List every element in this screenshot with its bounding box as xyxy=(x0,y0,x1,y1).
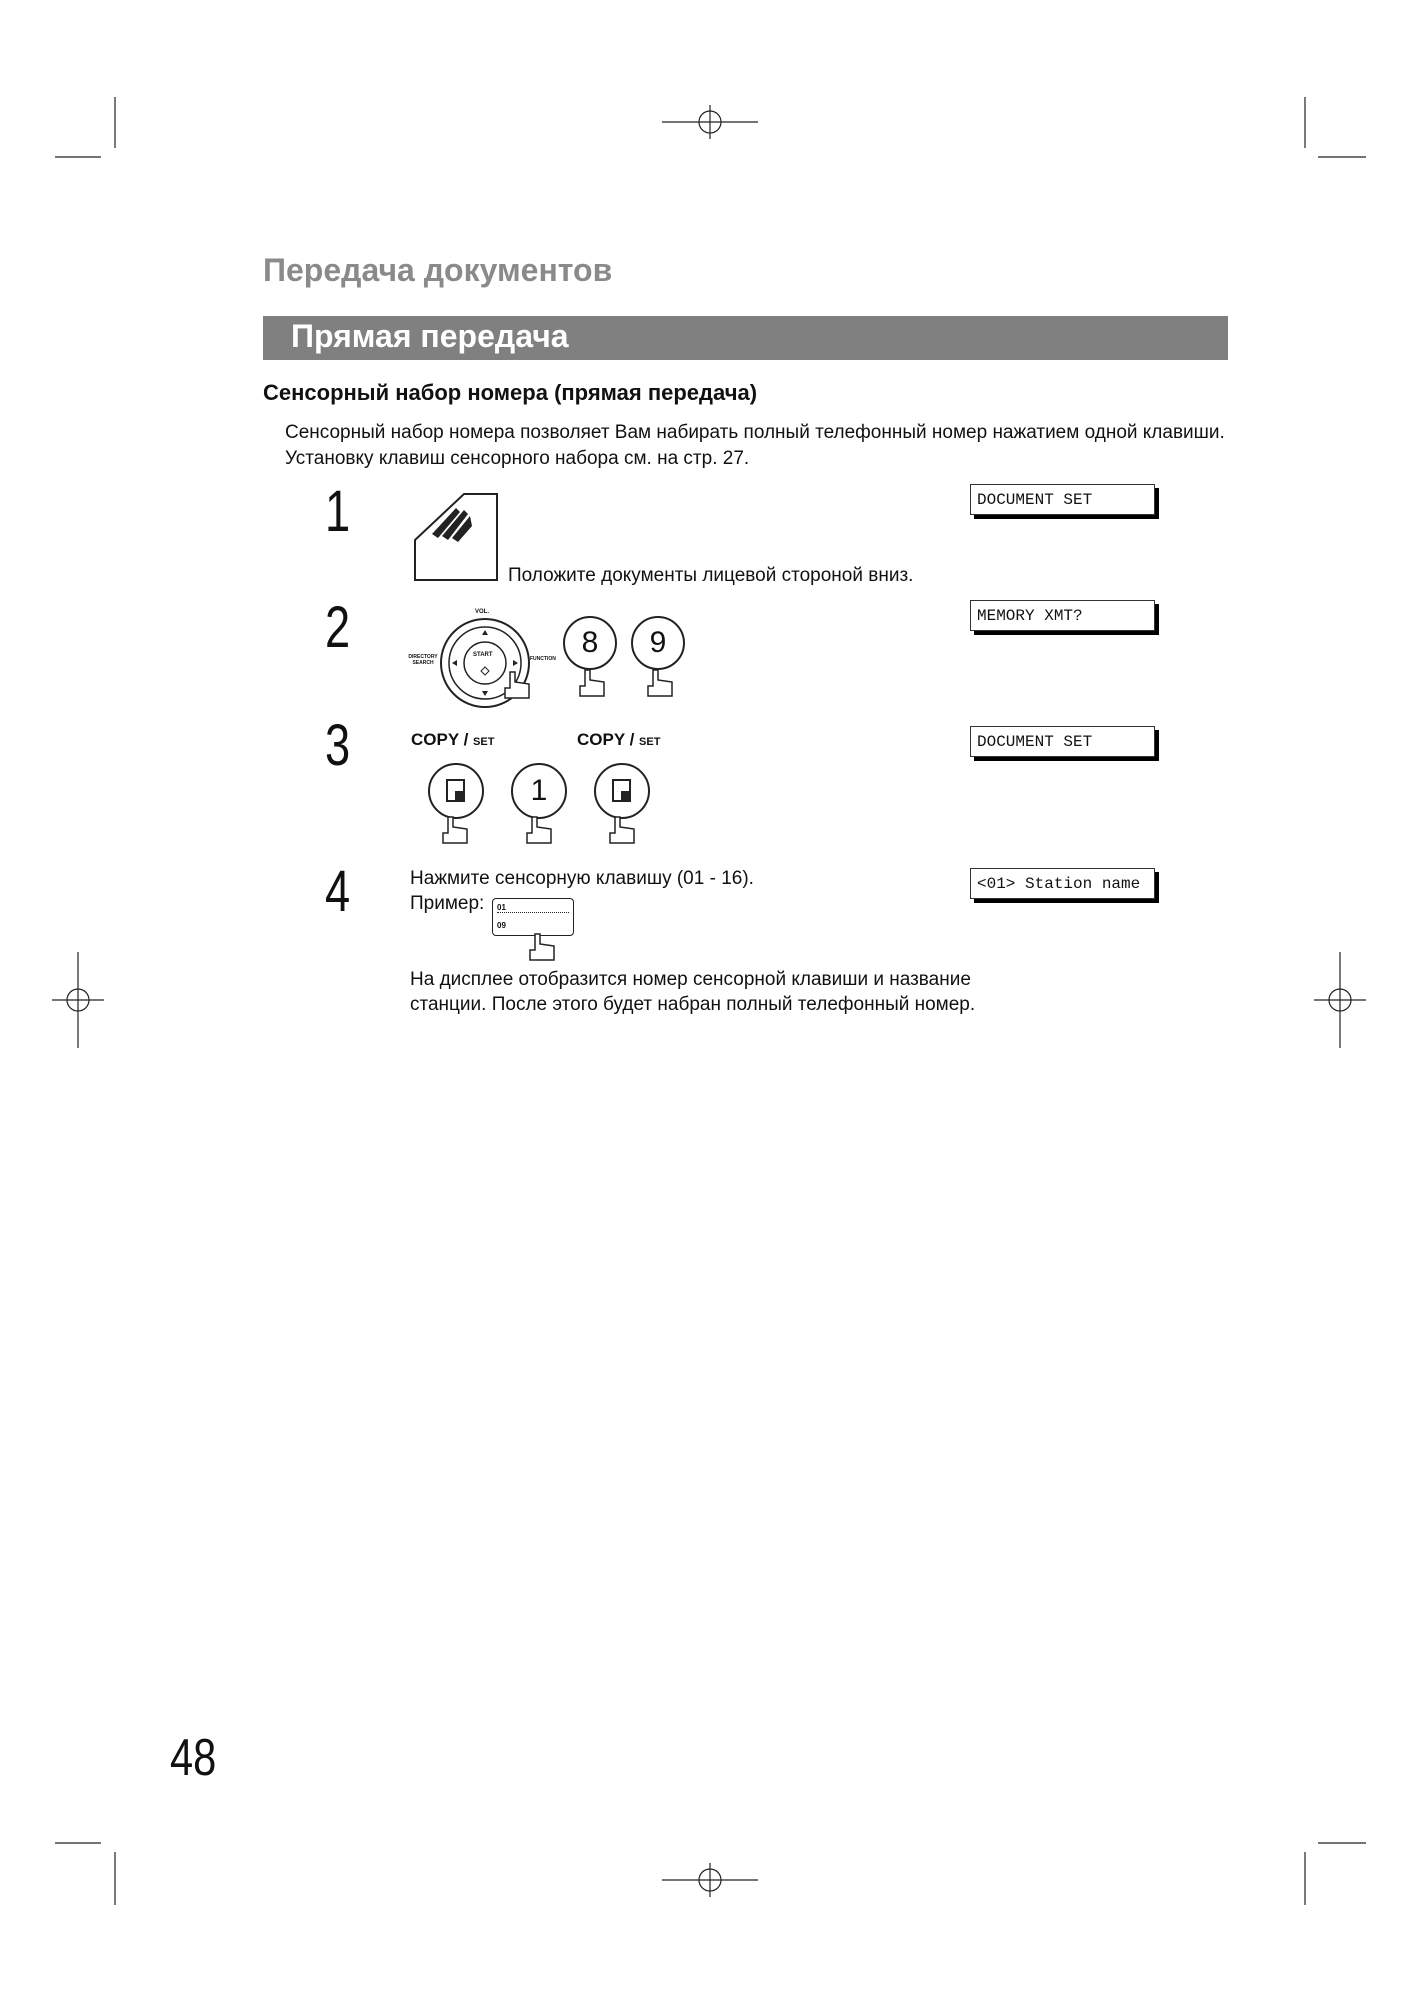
copy-set-button[interactable] xyxy=(594,763,650,819)
title-banner xyxy=(263,316,1228,360)
copy-set-label-2: COPY / SET xyxy=(577,730,661,749)
directory-search-label: DIRECTORY SEARCH xyxy=(408,654,438,666)
key-9-button[interactable]: 9 xyxy=(631,616,685,670)
step-4-number: 4 xyxy=(325,859,351,924)
step-4-note-line-1: На дисплее отобразится номер сенсорной клавиши и название xyxy=(410,969,971,990)
banner-title: Прямая передача xyxy=(291,318,569,354)
vol-label: VOL. xyxy=(475,609,490,615)
step-4-instruction: Нажмите сенсорную клавишу (01 - 16). xyxy=(410,868,754,889)
step-1-instruction: Положите документы лицевой стороной вниз. xyxy=(508,565,914,586)
lcd-display-step-1: DOCUMENT SET xyxy=(970,484,1155,515)
pointing-hand-icon xyxy=(608,815,636,845)
step-4-note-line-2: станции. После этого будет набран полный телефонный номер. xyxy=(410,994,976,1015)
one-touch-key-01[interactable]: 01 xyxy=(497,903,506,912)
lcd-display-step-4: <01> Station name xyxy=(970,868,1155,899)
key-8-button[interactable]: 8 xyxy=(563,616,617,670)
pointing-hand-icon xyxy=(528,932,556,962)
start-label: START xyxy=(473,652,493,658)
subtitle: Сенсорный набор номера (прямая передача) xyxy=(263,380,758,405)
one-touch-key-09[interactable]: 09 xyxy=(497,921,506,930)
step-1-number: 1 xyxy=(325,479,351,544)
intro-paragraph: Сенсорный набор номера позволяет Вам набирать полный телефонный номер нажатием одной клавиши. Установку клавиш сенсорного набора см. на стр. 27. xyxy=(285,422,1225,469)
pointing-hand-icon xyxy=(578,668,606,698)
step-3-number: 3 xyxy=(325,713,351,778)
pointing-hand-icon xyxy=(646,668,674,698)
copy-set-label-1: COPY / SET xyxy=(411,730,495,749)
pointing-hand-icon xyxy=(525,815,553,845)
function-label: FUNCTION xyxy=(530,656,556,662)
key-1-button[interactable]: 1 xyxy=(511,763,567,819)
lcd-display-step-3: DOCUMENT SET xyxy=(970,726,1155,757)
document-feed-icon xyxy=(412,492,502,582)
copy-icon xyxy=(612,779,632,803)
one-touch-keypad xyxy=(492,898,574,936)
pointing-hand-icon xyxy=(441,815,469,845)
pointing-hand-icon xyxy=(503,670,531,700)
copy-icon xyxy=(446,779,466,803)
copy-set-button[interactable] xyxy=(428,763,484,819)
section-title: Передача документов xyxy=(263,252,613,288)
lcd-display-step-2: MEMORY XMT? xyxy=(970,600,1155,631)
page-number: 48 xyxy=(170,1729,217,1787)
step-2-number: 2 xyxy=(325,595,351,660)
example-label: Пример: xyxy=(410,893,485,914)
